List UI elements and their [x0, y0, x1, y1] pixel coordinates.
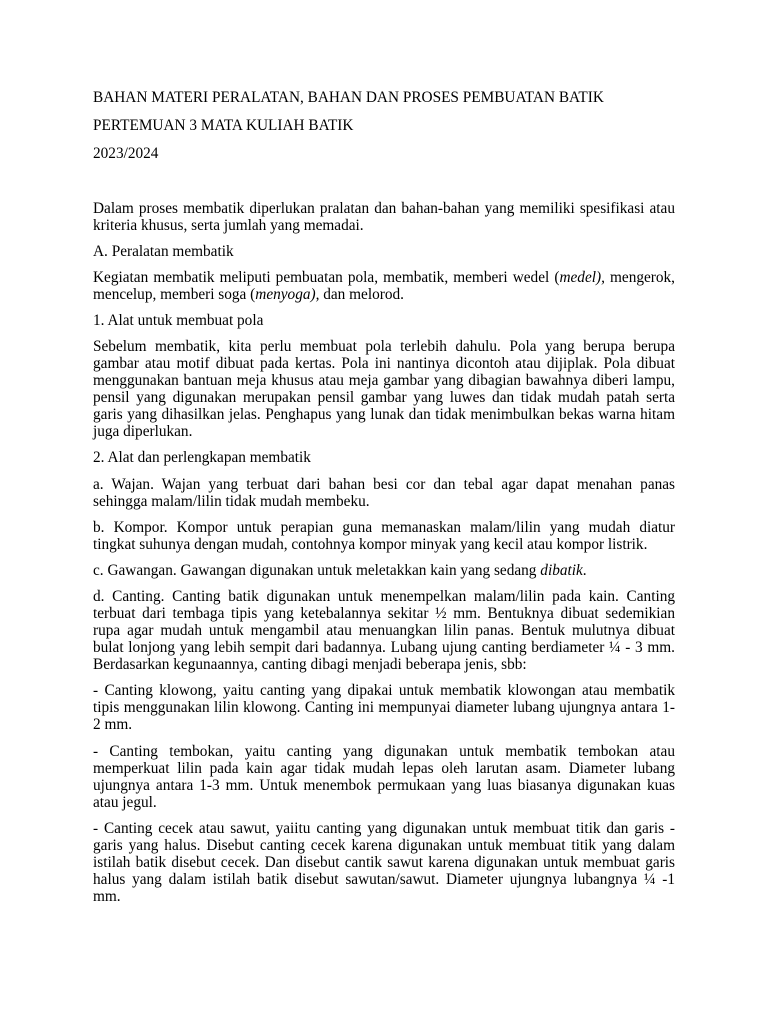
academic-year: 2023/2024: [93, 144, 159, 162]
text-line: d. Canting. Canting batik digunakan untuk menempelkan malam/lilin pada kain. Canting: [93, 588, 675, 606]
paragraph: [93, 562, 675, 579]
text-run: mengerok,: [604, 268, 675, 286]
text-line: [93, 562, 675, 579]
document-header: [93, 89, 675, 173]
text-line: menggunakan bantuan meja khusus atau meja gambar yang dibagian bawahnya diberi lampu,: [93, 372, 675, 390]
text-line: terbuat dari tembaga tipis yang ketebalannya sekitar ½ mm. Bentuknya dibuat sedemikian: [93, 605, 675, 623]
text-line: [93, 286, 675, 303]
text-line: 1. Alat untuk membuat pola: [93, 312, 264, 330]
text-line: - Canting tembokan, yaitu canting yang digunakan untuk membatik tembokan atau: [93, 742, 675, 760]
paragraph: [93, 743, 675, 811]
subsection-heading-2: [93, 449, 675, 466]
text-line: 2 mm.: [93, 716, 133, 734]
text-run: Kegiatan membatik meliputi pembuatan pola, membatik, memberi wedel (: [93, 268, 560, 286]
paragraph: [93, 269, 675, 303]
text-line: rupa agar mudah untuk mengambil atau menuangkan lilin panas. Bentuk mulutnya dibuat: [93, 622, 675, 640]
text-line: memperkuat lilin pada kain agar tidak mudah lepas oleh larutan asam. Diameter lubang: [93, 759, 675, 777]
text-run: dan melorod.: [319, 285, 404, 303]
text-line: ujungnya antara 1-3 mm. Untuk menembok permukaan yang luas biasanya digunakan kuas: [93, 776, 675, 794]
text-line: mm.: [93, 887, 121, 905]
paragraph: [93, 682, 675, 733]
text-run: .: [582, 562, 587, 579]
document-subtitle: PERTEMUAN 3 MATA KULIAH BATIK: [93, 116, 354, 134]
paragraph: [93, 588, 675, 673]
paragraph: [93, 200, 675, 234]
text-line: Berdasarkan kegunaannya, canting dibagi menjadi beberapa jenis, sbb:: [93, 656, 527, 674]
text-line: 2. Alat dan perlengkapan membatik: [93, 449, 311, 467]
text-line: b. Kompor. Kompor untuk perapian guna memanaskan malam/lilin yang mudah diatur: [93, 518, 675, 536]
text-line: [93, 269, 675, 286]
subsection-heading-1: [93, 312, 675, 329]
italic-text: dibatik: [540, 562, 583, 579]
text-line: gambar atau motif dibuat pada kertas. Pola ini nantinya dicontoh atau dijiplak. Pola dibuat: [93, 355, 675, 373]
text-line: garis yang halus. Disebut canting cecek karena digunakan untuk membuat titik yang dalam: [93, 836, 675, 854]
text-run: c. Gawangan. Gawangan digunakan untuk meletakkan kain yang sedang: [93, 562, 541, 579]
document-body: [93, 200, 675, 914]
text-line: pensil yang digunakan merupakan pensil gambar yang luwes dan tidak mudah patah serta: [93, 389, 675, 407]
section-heading-a: [93, 243, 675, 260]
text-line: juga diperlukan.: [93, 423, 193, 441]
italic-text: medel),: [559, 268, 605, 286]
paragraph: [93, 820, 675, 905]
text-line: atau jegul.: [93, 793, 157, 811]
paragraph: [93, 476, 675, 510]
text-line: istilah batik disebut cecek. Dan disebut cantik sawut karena digunakan untuk membuat garis: [93, 853, 675, 871]
text-line: Dalam proses membatik diperlukan pralatan dan bahan-bahan yang memiliki spesifikasi atau: [93, 199, 675, 217]
document-title: BAHAN MATERI PERALATAN, BAHAN DAN PROSES PEMBUATAN BATIK: [93, 88, 604, 106]
text-line: a. Wajan. Wajan yang terbuat dari bahan besi cor dan tebal agar dapat menahan panas: [93, 475, 675, 493]
text-line: - Canting cecek atau sawut, yaiitu canting yang digunakan untuk membuat titik dan garis -: [93, 819, 675, 837]
paragraph: [93, 338, 675, 440]
text-line: Sebelum membatik, kita perlu membuat pola terlebih dahulu. Pola yang berupa berupa: [93, 338, 675, 356]
text-line: garis yang dihasilkan jelas. Penghapus yang lunak dan tidak menimbulkan bekas warna hitam: [93, 406, 675, 424]
text-line: - Canting klowong, yaitu canting yang dipakai untuk membatik klowongan atau membatik: [93, 682, 675, 700]
text-line: A. Peralatan membatik: [93, 242, 234, 260]
paragraph: [93, 519, 675, 553]
text-line: kriteria khusus, serta jumlah yang memadai.: [93, 216, 364, 234]
italic-text: menyoga),: [255, 285, 320, 303]
text-line: sehingga malam/lilin tidak mudah membeku.: [93, 492, 370, 510]
text-line: bulat lonjong yang lebih sempit dari badannya. Lubang ujung canting berdiameter ¼ - 3 mm.: [93, 639, 675, 657]
text-line: tingkat suhunya dengan mudah, contohnya kompor minyak yang kecil atau kompor listrik.: [93, 535, 648, 553]
text-run: mencelup, memberi soga (: [93, 285, 256, 303]
text-line: tipis menggunakan lilin klowong. Canting ini mempunyai diameter lubang ujungnya antara 1-: [93, 699, 675, 717]
text-line: halus yang dalam istilah batik disebut sawutan/sawut. Diameter ujungnya lubangnya ¼ -1: [93, 870, 675, 888]
